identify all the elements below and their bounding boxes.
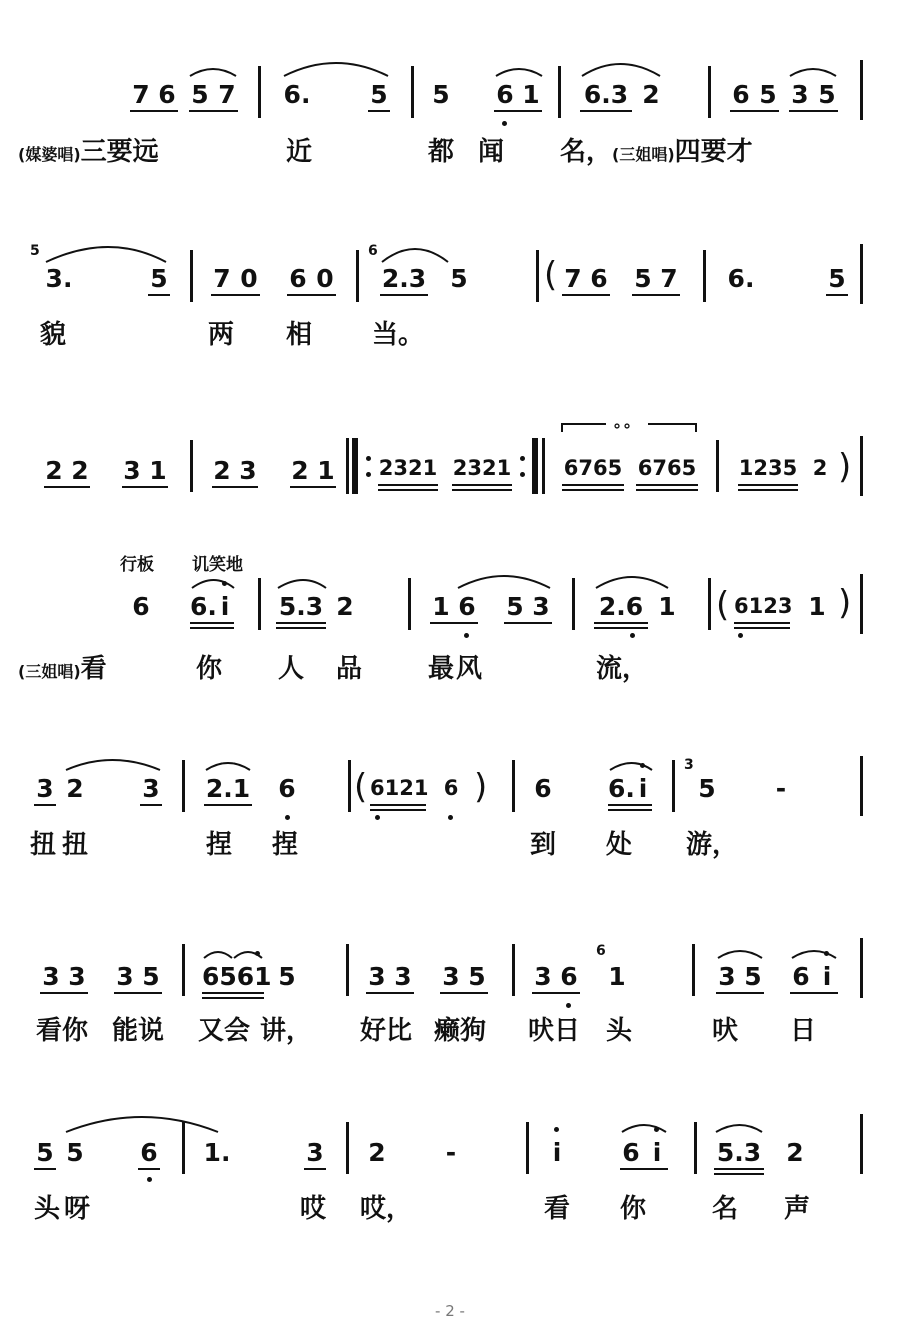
note: 5.3 — [716, 1138, 762, 1167]
note: 3 — [368, 962, 386, 991]
slur — [382, 249, 448, 262]
note: 5 — [698, 774, 716, 803]
note: 2321 — [452, 456, 512, 480]
note: 6 — [496, 80, 514, 109]
lyric: 看你 — [36, 1016, 89, 1046]
lyric: 名 — [712, 1194, 739, 1224]
slur — [46, 247, 166, 262]
note: i — [638, 774, 648, 803]
lyric-text: 四要才 — [674, 137, 753, 167]
note: 1 — [317, 456, 335, 485]
lyric-text: 三要远 — [80, 137, 159, 167]
lyric: 日 — [790, 1016, 817, 1046]
slur — [190, 69, 236, 76]
slur — [192, 580, 234, 588]
note: 5 — [634, 264, 652, 293]
slur — [66, 760, 160, 770]
note: 1 — [658, 592, 676, 621]
lyric-text: 看 — [80, 654, 107, 684]
lyric: 你 — [196, 654, 223, 684]
note: 6 — [132, 592, 150, 621]
page-number: - 2 - — [435, 1302, 465, 1320]
note: 2.6 — [598, 592, 644, 621]
paren-close: ) — [474, 767, 488, 807]
note: 6 — [534, 774, 552, 803]
note: 1 — [608, 962, 626, 991]
lyric: 头 — [606, 1016, 633, 1046]
note: 2321 — [378, 456, 438, 480]
slur — [610, 763, 652, 770]
note: 3 — [116, 962, 134, 991]
note: 6 — [443, 776, 459, 800]
note: 2.1 — [205, 774, 251, 803]
lyric: 人 — [278, 654, 305, 684]
note: 1235 — [738, 456, 798, 480]
slur — [458, 576, 550, 588]
note: 6 — [458, 592, 476, 621]
note: 3 — [123, 456, 141, 485]
note: - — [775, 774, 787, 803]
note: 2 — [812, 456, 828, 480]
lyric: 癞狗 — [434, 1016, 487, 1046]
note: i — [822, 962, 832, 991]
lyric: 捏 — [272, 830, 299, 860]
lyric: 游， — [686, 830, 739, 860]
lyric: 捏 — [206, 830, 233, 860]
note: i — [552, 1138, 562, 1167]
paren-open: ( — [354, 767, 368, 807]
note: 5 — [191, 80, 209, 109]
slur — [622, 1125, 666, 1132]
lyric-text: 名， — [560, 137, 613, 167]
slur — [716, 1125, 762, 1132]
paren-open: ( — [716, 585, 730, 625]
lyric: 近 — [286, 137, 313, 167]
lyric: 能说 — [112, 1016, 165, 1046]
lyric: 你 — [620, 1194, 647, 1224]
repeat-marker: ∘∘ — [612, 416, 633, 435]
note: 5 — [370, 80, 388, 109]
slur — [596, 577, 668, 588]
note: 6765 — [563, 456, 623, 480]
note: 3 — [42, 962, 60, 991]
lyric: 两 — [208, 320, 235, 350]
note: 5 — [432, 80, 450, 109]
lyric: 当。 — [372, 320, 425, 350]
slur — [792, 951, 836, 958]
note: 7 — [132, 80, 150, 109]
note: 2 — [291, 456, 309, 485]
grace-note: 6 — [596, 943, 606, 959]
slur — [278, 580, 326, 588]
note: 5 — [150, 264, 168, 293]
note: 3 — [68, 962, 86, 991]
singer-label: (媒婆唱) — [18, 145, 81, 164]
note: 7 — [213, 264, 231, 293]
lyric: 吠 — [712, 1016, 739, 1046]
lyric: 貌 — [40, 320, 67, 350]
note: 0 — [240, 264, 258, 293]
note: 3 — [718, 962, 736, 991]
note: 6765 — [637, 456, 697, 480]
note: 2 — [66, 774, 84, 803]
note: 6 — [622, 1138, 640, 1167]
slur — [718, 951, 762, 958]
note: 6. — [608, 774, 635, 803]
note: 1. — [203, 1138, 231, 1167]
note: 6 — [560, 962, 578, 991]
note: 0 — [316, 264, 334, 293]
note: 5 — [450, 264, 468, 293]
lyric: 扭扭 — [30, 830, 95, 860]
note: 1 — [808, 592, 826, 621]
note: 3 — [534, 962, 552, 991]
note: 5 — [744, 962, 762, 991]
paren-close: ) — [838, 583, 852, 623]
note: 6 — [792, 962, 810, 991]
note: - — [445, 1138, 457, 1167]
note: 6 — [590, 264, 608, 293]
lyric: 相 — [286, 320, 313, 350]
note: 2 — [71, 456, 89, 485]
note: 7 — [218, 80, 236, 109]
note: 3 — [442, 962, 460, 991]
note: 6 — [289, 264, 307, 293]
note: i — [652, 1138, 662, 1167]
note: 2.3 — [381, 264, 427, 293]
note: 3 — [791, 80, 809, 109]
note: 2 — [45, 456, 63, 485]
note: 6121 — [370, 776, 429, 800]
note: 6.3 — [583, 80, 629, 109]
note: 2 — [786, 1138, 804, 1167]
note: 5 — [278, 962, 296, 991]
slur — [582, 64, 660, 76]
tuplet-bracket — [562, 424, 696, 432]
note: 6561 — [202, 962, 272, 991]
note: 5 — [759, 80, 777, 109]
note: 3 — [142, 774, 160, 803]
note: 6 — [158, 80, 176, 109]
lyric: 到 — [530, 830, 557, 860]
slur — [66, 1117, 218, 1132]
note: 2 — [336, 592, 354, 621]
tempo-marking: 行板 — [120, 555, 154, 575]
slur — [284, 63, 388, 76]
slur — [234, 952, 262, 958]
lyric: 又会 — [198, 1016, 251, 1046]
note: 5 — [142, 962, 160, 991]
grace-note: 6 — [368, 243, 378, 259]
note: 3 — [532, 592, 550, 621]
note: 5 — [66, 1138, 84, 1167]
lyric: 声 — [784, 1194, 811, 1224]
note: 5 — [818, 80, 836, 109]
note: 6123 — [734, 594, 793, 618]
paren-close: ) — [838, 447, 852, 487]
note: 2 — [213, 456, 231, 485]
note: 6 — [732, 80, 750, 109]
lyric: 头呀 — [34, 1194, 95, 1224]
lyric: 哎 — [300, 1194, 327, 1224]
note: 3 — [239, 456, 257, 485]
paren-open: ( — [544, 255, 558, 295]
slur — [206, 763, 250, 770]
lyric: 讲， — [260, 1016, 313, 1046]
lyric: 看 — [544, 1194, 571, 1224]
lyric: 哎， — [360, 1194, 413, 1224]
slur — [790, 69, 836, 76]
note: 2 — [368, 1138, 386, 1167]
note: 3. — [45, 264, 73, 293]
note: 5 — [468, 962, 486, 991]
note: 6. — [727, 264, 755, 293]
lyric: 好比 — [360, 1016, 413, 1046]
note: 6. — [283, 80, 311, 109]
note: 2 — [642, 80, 660, 109]
grace-note: 3 — [684, 757, 694, 773]
note: 1 — [432, 592, 450, 621]
note: 5 — [506, 592, 524, 621]
note: 7 — [660, 264, 678, 293]
slur — [496, 69, 542, 76]
singer-label: (三姐唱) — [18, 662, 81, 681]
note: 3 — [36, 774, 54, 803]
note: 5 — [828, 264, 846, 293]
note: 3 — [306, 1138, 324, 1167]
note: 7 — [564, 264, 582, 293]
lyric: 最风 — [428, 654, 485, 684]
note: 5 — [36, 1138, 54, 1167]
expression-marking: 讥笑地 — [192, 555, 243, 575]
note: 1 — [149, 456, 167, 485]
grace-note: 5 — [30, 243, 40, 259]
lyric: 流， — [596, 654, 649, 684]
singer-label: (三姐唱) — [612, 145, 675, 164]
lyric: 处 — [606, 830, 633, 860]
note: 6 — [278, 774, 296, 803]
note: 6. — [190, 592, 217, 621]
note: 5.3 — [278, 592, 324, 621]
note: i — [220, 592, 230, 621]
slur — [204, 952, 232, 958]
note: 1 — [522, 80, 540, 109]
note: 3 — [394, 962, 412, 991]
note: 6 — [140, 1138, 158, 1167]
lyric: 品 — [336, 654, 363, 684]
lyric: 吠日 — [528, 1016, 581, 1046]
lyric: 都闻 — [428, 137, 529, 167]
